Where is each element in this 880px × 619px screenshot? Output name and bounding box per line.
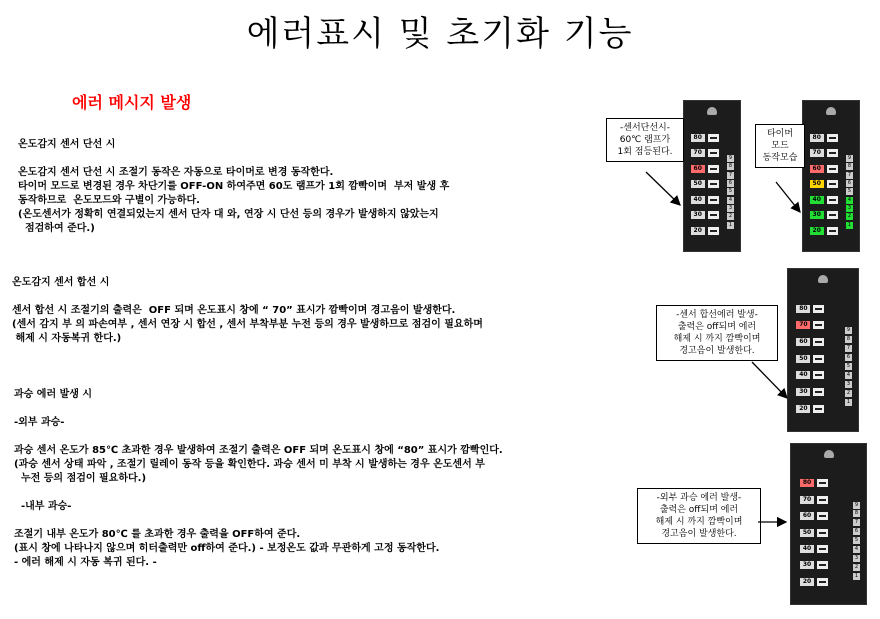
level-indicator-8: 8	[728, 163, 733, 170]
level-indicator-9: 9	[846, 327, 851, 334]
level-indicator-4: 4	[846, 372, 851, 379]
temp-lamp-40: 40	[796, 371, 810, 379]
level-indicator-7: 7	[854, 519, 859, 526]
callout-open-sensor: -센서단선시- 60℃ 램프가 1회 점등된다.	[606, 118, 684, 162]
temp-lamp-60: 60	[810, 165, 824, 173]
level-indicator-1: 1	[854, 572, 859, 579]
section-line: (센서 감지 부 의 파손여부 , 센서 연장 시 합선 , 센서 부착부분 누전 등의 경우 발생하므로 점검이 필요하며	[12, 319, 483, 330]
section-line: (과승 센서 상태 파악 , 조절기 릴레이 동작 등을 확인한다. 과승 센서 미 부착 시 발생하는 경우 온도센서 부	[14, 459, 485, 470]
level-indicator-5: 5	[728, 188, 733, 195]
temp-lamp-80: 80	[796, 305, 810, 313]
arrow-short	[752, 362, 787, 398]
section-line: 온도감지 센서 단선 시 조절기 동작은 자동으로 타이머로 변경 동작한다.	[18, 167, 334, 178]
level-indicator-3: 3	[846, 381, 851, 388]
section-line: - 에러 해제 시 자동 복귀 된다. -	[14, 557, 157, 568]
level-indicator-2: 2	[728, 213, 733, 220]
callout-overheat: -외부 과승 에러 발생- 출력은 off되며 에러 해제 시 까지 깜빡이며 경고음이 발생한다.	[637, 488, 761, 544]
temp-lamp-70: 70	[691, 149, 705, 157]
level-indicator-1: 1	[846, 399, 851, 406]
temp-lamp-30: 30	[691, 211, 705, 219]
temp-lamp-20: 20	[800, 578, 814, 586]
level-indicator-2: 2	[847, 213, 852, 220]
level-indicator-6: 6	[728, 180, 733, 186]
temp-lamp-80: 80	[800, 479, 814, 487]
section-line: 누전 등의 점검이 필요하다.)	[14, 473, 147, 484]
section-subtitle: 에러 메시지 발생	[72, 93, 192, 112]
section-line: 과승 센서 온도가 85℃ 초과한 경우 발생하여 조절기 출력은 OFF 되며 온도표시 창에 “80” 표시가 깜빡인다.	[14, 445, 503, 456]
section-line: 온도감지 센서 합선 시	[12, 277, 110, 288]
temp-lamp-80: 80	[810, 134, 824, 142]
level-indicator-2: 2	[854, 563, 859, 570]
temp-lamp-50: 50	[691, 180, 705, 188]
section-line: (표시 창에 나타나지 않으며 히터출력만 off하여 준다.) - 보정온도 값과 무관하게 고정 동작한다.	[14, 543, 440, 554]
level-indicator-2: 2	[846, 390, 851, 397]
level-indicator-9: 9	[728, 155, 733, 161]
arrow-open	[646, 172, 680, 205]
temp-lamp-40: 40	[691, 196, 705, 204]
section-line: 센서 합선 시 조절기의 출력은 OFF 되며 온도표시 창에 “ 70” 표시가 깜빡이며 경고음이 발생한다.	[12, 305, 456, 316]
temp-lamp-60: 60	[691, 165, 705, 173]
level-indicator-3: 3	[847, 205, 852, 211]
level-indicator-7: 7	[847, 171, 852, 178]
section-line: 온도감지 센서 단선 시	[18, 139, 116, 150]
level-indicator-5: 5	[847, 188, 852, 195]
level-indicator-7: 7	[846, 345, 851, 352]
temp-lamp-60: 60	[796, 338, 810, 346]
temp-lamp-70: 70	[810, 149, 824, 157]
page-title: 에러표시 및 초기화 기능	[246, 14, 634, 54]
temp-lamp-50: 50	[810, 180, 824, 188]
level-indicator-9: 9	[854, 501, 859, 508]
temp-lamp-40: 40	[810, 196, 824, 204]
section-line: 해제 시 자동복귀 한다.)	[12, 333, 122, 344]
level-indicator-5: 5	[854, 537, 859, 544]
level-indicator-3: 3	[728, 205, 733, 211]
temp-lamp-50: 50	[796, 355, 810, 363]
section-line: (온도센서가 정확히 연결되었는지 센서 단자 대 와, 연장 시 단선 등의 경우가 발생하지 않았는지	[18, 209, 439, 220]
level-indicator-8: 8	[847, 163, 852, 170]
level-indicator-6: 6	[846, 354, 851, 361]
level-indicator-6: 6	[847, 180, 852, 186]
temp-lamp-60: 60	[800, 512, 814, 520]
arrow-timer	[776, 182, 800, 212]
temp-lamp-20: 20	[810, 227, 824, 235]
temp-lamp-40: 40	[800, 545, 814, 553]
temp-lamp-20: 20	[796, 405, 810, 413]
level-indicator-4: 4	[728, 196, 733, 203]
temp-lamp-30: 30	[796, 388, 810, 396]
temp-lamp-30: 30	[810, 211, 824, 219]
temp-lamp-70: 70	[796, 321, 810, 329]
level-indicator-1: 1	[847, 221, 852, 228]
temp-lamp-80: 80	[691, 134, 705, 142]
level-indicator-7: 7	[728, 171, 733, 178]
section-line: 조절기 내부 온도가 80℃ 를 초과한 경우 출력을 OFF하여 준다.	[14, 529, 301, 540]
section-line: 동작하므로 온도모드와 구별이 가능하다.	[18, 195, 200, 206]
level-indicator-8: 8	[846, 336, 851, 343]
section-line: 과승 에러 발생 시	[14, 389, 93, 400]
section-line: -내부 과승-	[14, 501, 72, 512]
level-indicator-8: 8	[854, 510, 859, 517]
temp-lamp-70: 70	[800, 496, 814, 504]
callout-short-sensor: -센서 합선에러 발생- 출력은 off되며 에러 해제 시 까지 깜빡이며 경고음이 발생한다.	[656, 305, 778, 361]
temp-lamp-30: 30	[800, 561, 814, 569]
level-indicator-1: 1	[728, 221, 733, 228]
section-line: 타이머 모드로 변경된 경우 차단기를 OFF-ON 하여주면 60도 램프가 1회 깜빡이며 부저 발생 후	[18, 181, 450, 192]
level-indicator-5: 5	[846, 363, 851, 370]
level-indicator-9: 9	[847, 155, 852, 161]
level-indicator-4: 4	[854, 546, 859, 553]
temp-lamp-50: 50	[800, 529, 814, 537]
temp-lamp-20: 20	[691, 227, 705, 235]
callout-timer-mode: 타이머 모드 동작모습	[755, 124, 805, 168]
level-indicator-3: 3	[854, 554, 859, 561]
section-line: -외부 과승-	[14, 417, 65, 428]
section-line: 점검하여 준다.)	[18, 223, 95, 234]
level-indicator-6: 6	[854, 528, 859, 535]
level-indicator-4: 4	[847, 196, 852, 203]
